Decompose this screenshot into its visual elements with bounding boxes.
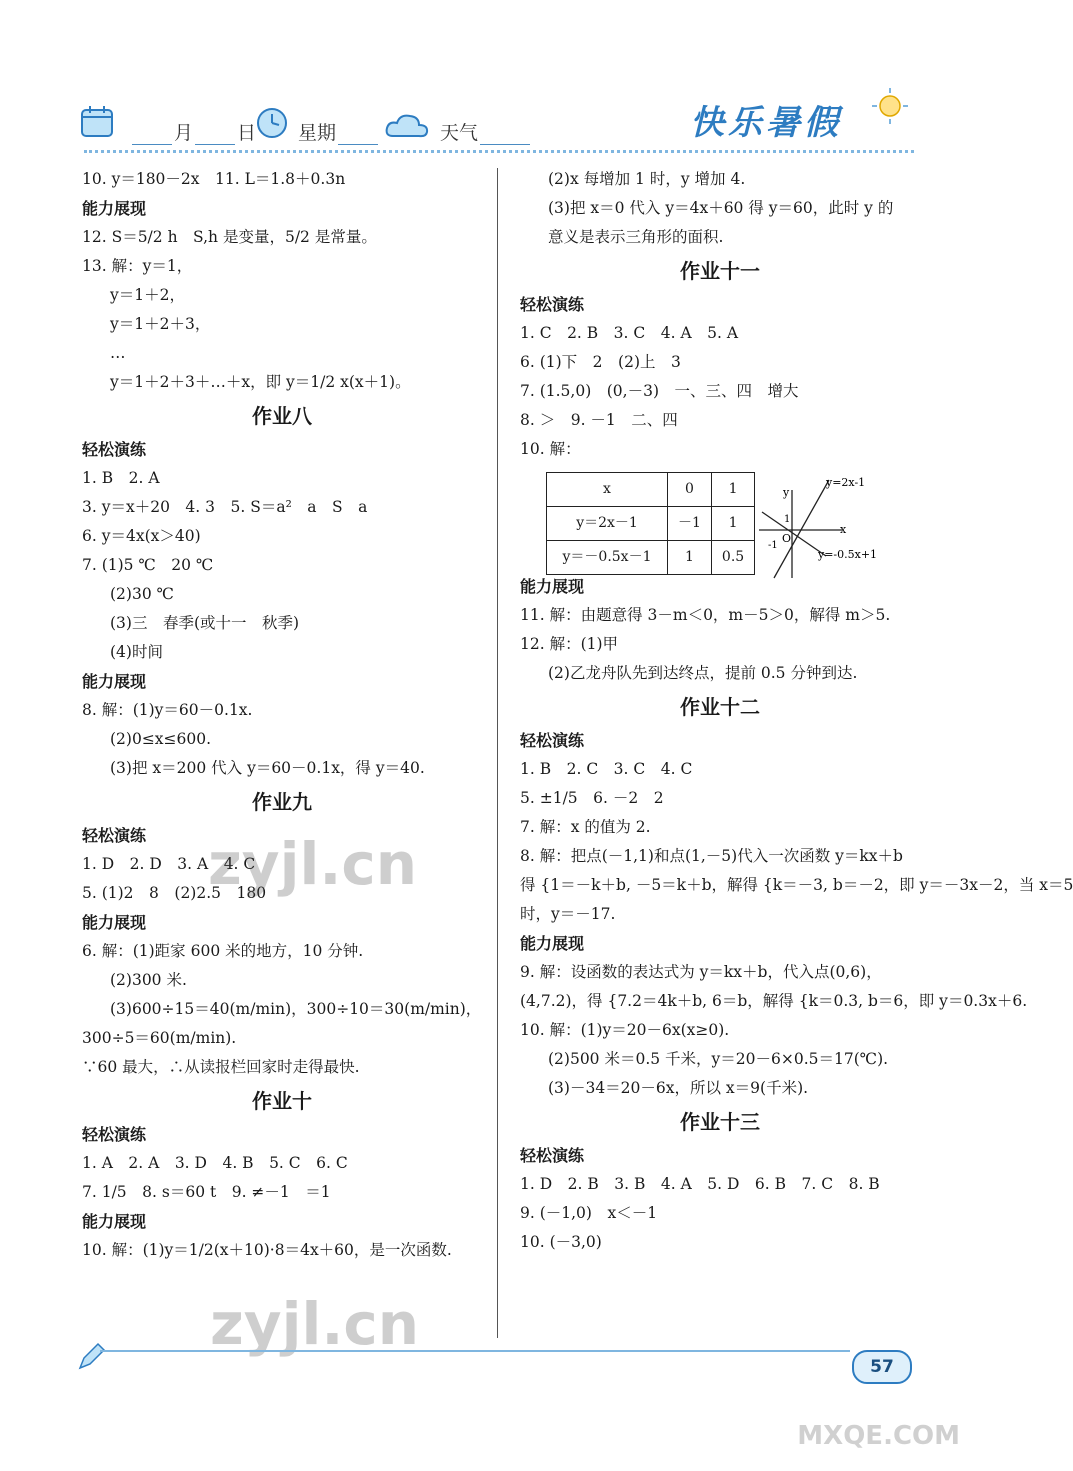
watermark-zyjl-2: zyjl.cn: [210, 1290, 420, 1358]
answer-line: 10. 解：(1)y＝20－6x(x≥0).: [520, 1021, 730, 1039]
answer-line: (2)30 ℃: [110, 585, 174, 603]
section-heading: 轻松演练: [520, 731, 585, 750]
clock-icon: [255, 106, 289, 140]
answer-line: 8. ＞ 9. －1 二、四: [520, 411, 678, 429]
answer-line: 8. 解：(1)y＝60－0.1x.: [82, 701, 253, 719]
section-heading: 轻松演练: [520, 1146, 585, 1165]
section-heading: 轻松演练: [82, 1125, 147, 1144]
table-cell: x: [547, 473, 668, 507]
table-cell: 1: [668, 541, 712, 575]
answer-line: (2)乙龙舟队先到达终点，提前 0.5 分钟到达.: [548, 664, 858, 682]
answer-line: 7. (1.5,0) (0,－3) 一、三、四 增大: [520, 382, 799, 400]
answer-line: y＝1＋2，: [110, 286, 185, 304]
table-cell: －1: [668, 507, 712, 541]
answer-line: 9. 解：设函数的表达式为 y＝kx＋b，代入点(0,6)，: [520, 963, 882, 981]
answer-line: 13. 解：y＝1，: [82, 257, 193, 275]
answer-line: 5. (1)2 8 (2)2.5 180: [82, 884, 267, 902]
table-row: [547, 541, 755, 575]
right-column: [520, 165, 1073, 1257]
assignment-heading: 作业十一: [680, 259, 760, 283]
answer-line: 得 {1＝－k＋b, －5＝k＋b，解得 {k＝－3, b＝－2，即 y＝－3x－2，当 x＝5: [520, 876, 1073, 894]
answer-line: 5. ±1/5 6. －2 2: [520, 789, 664, 807]
graph-label-1: y=2x-1: [826, 476, 866, 489]
section-heading: 轻松演练: [82, 826, 147, 845]
section-heading: 能力展现: [82, 199, 147, 218]
answer-line: 300÷5＝60(m/min).: [82, 1029, 237, 1047]
header-dotted-line: [84, 150, 914, 153]
answer-line: y＝1＋2＋3＋…＋x，即 y＝1/2 x(x＋1)。: [110, 373, 411, 391]
calendar-icon: [80, 104, 114, 138]
table-cell: y＝2x－1: [547, 507, 668, 541]
axis-y-label: y: [783, 486, 790, 499]
answer-line: (4,7.2)，得 {7.2＝4k＋b, 6＝b，解得 {k＝0.3, b＝6，即 y＝0.3x＋6.: [520, 992, 1028, 1010]
answer-line: 7. (1)5 ℃ 20 ℃: [82, 556, 214, 574]
section-heading: 能力展现: [82, 1212, 147, 1231]
answer-line: (2)300 米.: [110, 971, 187, 989]
answer-line: 8. 解：把点(－1,1)和点(1,－5)代入一次函数 y＝kx＋b: [520, 847, 903, 865]
table-row: [547, 507, 755, 541]
day-label: 日: [237, 122, 257, 144]
footer-line: [100, 1350, 850, 1352]
answer-line: (3)把 x＝0 代入 y＝4x＋60 得 y＝60，此时 y 的: [548, 199, 894, 217]
table-cell: 1: [711, 473, 754, 507]
answer-line: 1. D 2. B 3. B 4. A 5. D 6. B 7. C 8. B: [520, 1175, 880, 1193]
weekday-label: 星期: [298, 122, 337, 144]
section-heading: 能力展现: [82, 672, 147, 691]
table-cell: 0.5: [711, 541, 754, 575]
pencil-icon: [76, 1342, 106, 1372]
table-cell: 1: [711, 507, 754, 541]
answer-line: 10. 解：: [520, 440, 581, 458]
weekday-field: [298, 118, 380, 145]
answer-line: y＝1＋2＋3，: [110, 315, 211, 333]
answer-line: 10. 解：(1)y＝1/2(x＋10)·8＝4x＋60，是一次函数.: [82, 1241, 452, 1259]
answer-line: 3. y＝x＋20 4. 3 5. S＝a² a S a: [82, 498, 368, 516]
answer-line: (3)－34＝20－6x，所以 x＝9(千米).: [548, 1079, 809, 1097]
answer-line: 6. 解：(1)距家 600 米的地方，10 分钟.: [82, 942, 364, 960]
answer-line: 7. 1/5 8. s＝60 t 9. ≠－1 ＝1: [82, 1183, 331, 1201]
assignment-heading: 作业八: [252, 404, 312, 428]
weather-field: [440, 118, 532, 145]
month-label: 月: [174, 122, 194, 144]
answer-line: 12. S＝5/2 h S,h 是变量，5/2 是常量。: [82, 228, 377, 246]
weather-label: 天气: [440, 122, 479, 144]
date-field: [130, 118, 256, 145]
answer-line: (3)600÷15＝40(m/min)，300÷10＝30(m/min)，: [110, 1000, 482, 1018]
table-cell: 0: [668, 473, 712, 507]
answer-line: 10. y＝180－2x 11. L＝1.8＋0.3n: [82, 170, 346, 188]
answer-line: 11. 解：由题意得 3－m＜0，m－5＞0，解得 m＞5.: [520, 606, 891, 624]
answer-line: 12. 解：(1)甲: [520, 635, 619, 653]
answer-line: 9. (－1,0) x＜－1: [520, 1204, 658, 1222]
answer-line: 1. D 2. D 3. A 4. C: [82, 855, 256, 873]
cloud-icon: [385, 110, 429, 140]
assignment-heading: 作业九: [252, 790, 312, 814]
assignment-heading: 作业十: [252, 1089, 312, 1113]
tick-1-label: 1: [784, 514, 791, 525]
answer-line: 1. A 2. A 3. D 4. B 5. C 6. C: [82, 1154, 348, 1172]
function-graph: [754, 478, 884, 588]
tick-neg1-label: -1: [768, 540, 778, 551]
table-cell: y＝－0.5x－1: [547, 541, 668, 575]
answer-line: 1. B 2. C 3. C 4. C: [520, 760, 693, 778]
answer-line: 7. 解：x 的值为 2.: [520, 818, 651, 836]
section-heading: 能力展现: [520, 577, 585, 596]
answer-line: (2)0≤x≤600.: [110, 730, 212, 748]
graph-label-2: y=-0.5x+1: [818, 548, 878, 561]
left-column: [82, 165, 482, 1265]
value-table: [546, 472, 755, 575]
book-title: 快乐暑假: [690, 103, 842, 143]
assignment-heading: 作业十二: [680, 695, 760, 719]
section-heading: 轻松演练: [520, 295, 585, 314]
answer-line: 6. y＝4x(x＞40): [82, 527, 201, 545]
answer-line: 6. (1)下 2 (2)上 3: [520, 353, 681, 371]
answer-line: (2)500 米＝0.5 千米，y＝20－6×0.5＝17(℃).: [548, 1050, 889, 1068]
answer-line: …: [110, 344, 126, 362]
answer-line: 时，y＝－17.: [520, 905, 616, 923]
answer-line: (4)时间: [110, 643, 163, 661]
column-divider: [497, 168, 498, 1338]
table-row: [547, 473, 755, 507]
page-number: 57: [852, 1350, 912, 1384]
sun-icon: [870, 86, 910, 126]
watermark-brand: MXQE.COM: [797, 1421, 960, 1451]
section-heading: 能力展现: [520, 934, 585, 953]
answer-line: (3)三 春季(或十一 秋季): [110, 614, 300, 632]
section-heading: 能力展现: [82, 913, 147, 932]
answer-line: 1. C 2. B 3. C 4. A 5. A: [520, 324, 739, 342]
section-heading: 轻松演练: [82, 440, 147, 459]
watermark-zyjl: zyjl.cn: [208, 830, 418, 898]
answer-line: 10. (－3,0): [520, 1233, 602, 1251]
answer-line: 意义是表示三角形的面积.: [548, 228, 724, 246]
answer-line: (3)把 x＝200 代入 y＝60－0.1x，得 y＝40.: [110, 759, 425, 777]
answer-line: ∵60 最大，∴从读报栏回家时走得最快.: [82, 1058, 360, 1076]
assignment-heading: 作业十三: [680, 1110, 760, 1134]
answer-line: 1. B 2. A: [82, 469, 160, 487]
origin-label: O: [782, 532, 792, 545]
answer-line: (2)x 每增加 1 时，y 增加 4.: [548, 170, 746, 188]
axis-x-label: x: [840, 523, 847, 536]
